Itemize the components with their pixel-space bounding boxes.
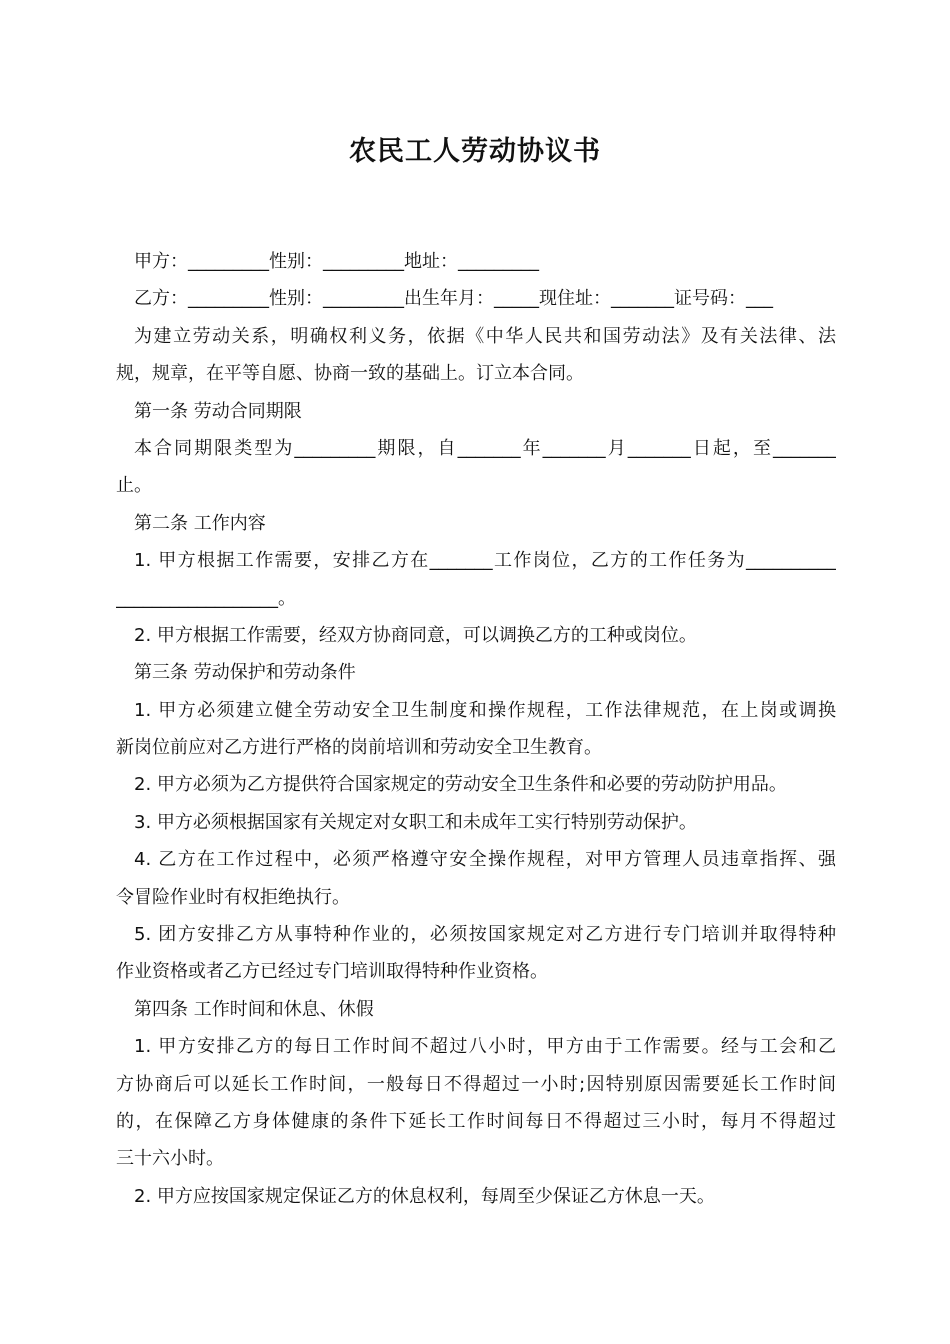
article-3-clause-3: 3. 甲方必须根据国家有关规定对女职工和未成年工实行特别劳动保护。	[134, 811, 697, 833]
article-4-clause-1-line-1: 1. 甲方安排乙方的每日工作时间不超过八小时，甲方由于工作需要。经与工会和乙	[134, 1036, 836, 1058]
article-2-clause-2: 2. 甲方根据工作需要，经双方协商同意，可以调换乙方的工种或岗位。	[134, 624, 697, 646]
article-3-heading: 第三条 劳动保护和劳动条件	[134, 662, 356, 684]
article-1-line-2: 止。	[116, 475, 152, 497]
party-b-line: 乙方：_________性别：_________出生年月：_____现住址：_______证号码：___	[134, 288, 773, 310]
preamble-line-1: 为建立劳动关系，明确权利义务，依据《中华人民共和国劳动法》及有关法律、法	[134, 325, 836, 347]
document-title: 农民工人劳动协议书	[349, 136, 601, 167]
article-2-clause-1-line-1: 1. 甲方根据工作需要，安排乙方在_______工作岗位，乙方的工作任务为__________	[134, 550, 836, 572]
article-3-clause-1-line-2: 新岗位前应对乙方进行严格的岗前培训和劳动安全卫生教育。	[116, 737, 602, 759]
article-2-heading: 第二条 工作内容	[134, 512, 266, 534]
preamble-line-2: 规，规章，在平等自愿、协商一致的基础上。订立本合同。	[116, 363, 584, 385]
article-2-clause-1-line-2: __________________。	[116, 587, 296, 609]
article-3-clause-1-line-1: 1. 甲方必须建立健全劳动安全卫生制度和操作规程，工作法律规范，在上岗或调换	[134, 699, 836, 721]
article-4-clause-2: 2. 甲方应按国家规定保证乙方的休息权利，每周至少保证乙方休息一天。	[134, 1185, 715, 1207]
party-a-line: 甲方：_________性别：_________地址：_________	[134, 251, 539, 272]
article-3-clause-5-line-2: 作业资格或者乙方已经过专门培训取得特种作业资格。	[116, 961, 548, 983]
article-3-clause-4-line-1: 4. 乙方在工作过程中，必须严格遵守安全操作规程，对甲方管理人员违章指挥、强	[134, 849, 836, 871]
article-4-clause-1-line-3: 的，在保障乙方身体健康的条件下延长工作时间每日不得超过三小时，每月不得超过	[116, 1110, 836, 1132]
article-1-line-1: 本合同期限类型为_________期限，自_______年_______月_______日起，至_______	[134, 437, 836, 459]
article-3-clause-2: 2. 甲方必须为乙方提供符合国家规定的劳动安全卫生条件和必要的劳动防护用品。	[134, 774, 787, 796]
article-1-heading: 第一条 劳动合同期限	[134, 400, 302, 422]
article-3-clause-5-line-1: 5. 团方安排乙方从事特种作业的，必须按国家规定对乙方进行专门培训并取得特种	[134, 924, 836, 946]
article-4-heading: 第四条 工作时间和休息、休假	[134, 998, 374, 1020]
article-3-clause-4-line-2: 令冒险作业时有权拒绝执行。	[116, 886, 350, 908]
article-4-clause-1-line-4: 三十六小时。	[116, 1148, 224, 1170]
document-body	[116, 243, 836, 1215]
article-4-clause-1-line-2: 方协商后可以延长工作时间，一般每日不得超过一小时;因特别原因需要延长工作时间	[116, 1073, 836, 1095]
